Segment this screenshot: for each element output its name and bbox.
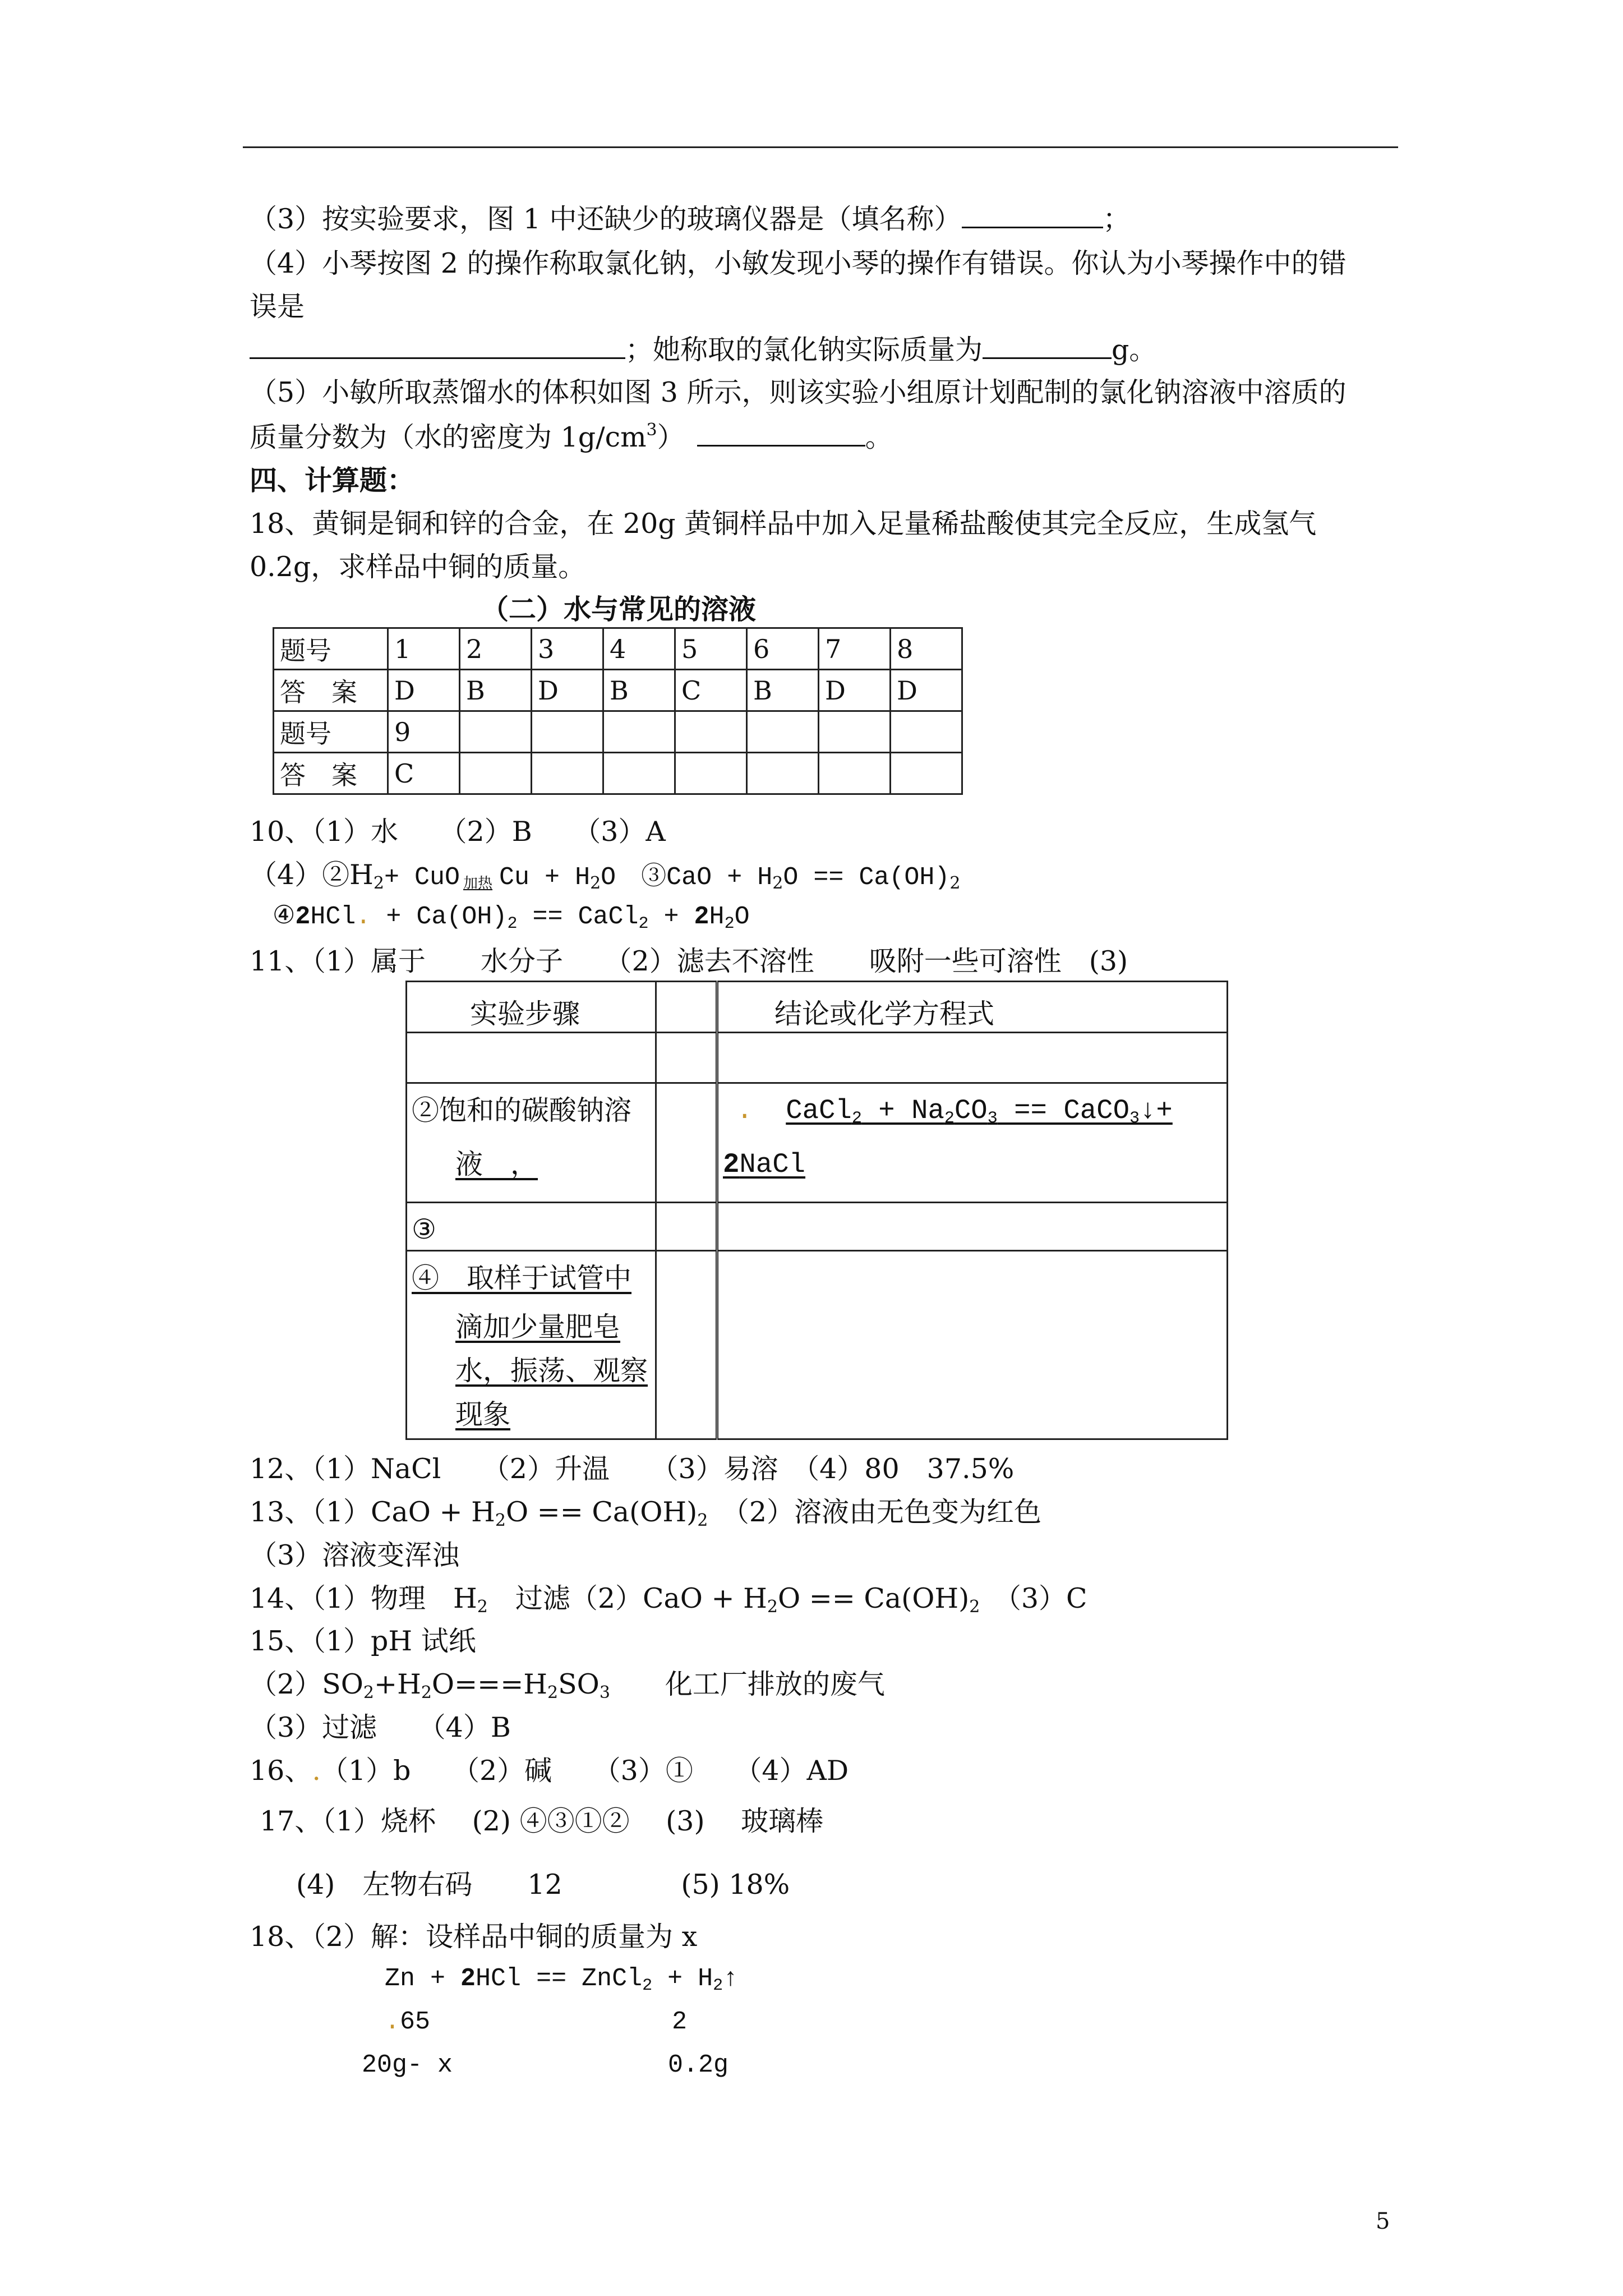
question-3: （3）按实验要求，图 1 中还缺少的玻璃仪器是（填名称） ； [250, 203, 1131, 235]
table-row [407, 1033, 1228, 1083]
answer-12: 12、（1）NaCl （2）升温 （3）易溶 （4）80 37.5% [250, 1453, 1015, 1485]
answer-blank [962, 204, 1103, 228]
answer-18-ratio-top: .65 [385, 2008, 431, 2036]
answer-15-line1: 15、（1）pH 试纸 [250, 1625, 476, 1657]
table-row: 题号 9 [274, 711, 962, 753]
stray-dot: . [356, 903, 371, 931]
table-row [407, 982, 1228, 1033]
answer-11-line: 11、（1）属于 水分子 （2）滤去不溶性 吸附一些可溶性 (3) [250, 945, 1128, 977]
answer-17-line2: (4) 左物右码 12 (5) 18% [296, 1869, 790, 1901]
table-row: ④ 取样于试管中 滴加少量肥皂 水，振荡、观察 现象 [407, 1251, 1228, 1439]
answer-blank [250, 335, 625, 359]
answer-16: 16、.（1）b （2）碱 （3）① （4）AD [250, 1755, 849, 1787]
table-row: ③ [407, 1203, 1228, 1251]
table-row: 答 案 C [274, 753, 962, 794]
page-number: 5 [1376, 2208, 1390, 2234]
answer-13-line1: 13、$(1)CaO + H_2O == Ca(OH)_2$ （2）溶液由无色变为红色 [250, 1496, 1041, 1530]
question-4-line2: 误是 [250, 291, 305, 323]
answer-10-line3: ④2HCl. + $Ca(OH)_2$ == CaCl$_2$ + $2H_2O$ [273, 903, 750, 933]
answer-15-line2: $(2)SO_2+H_2O===H_2SO_3$ 化工厂排放的废气 [250, 1668, 885, 1703]
answer-blank [697, 422, 865, 447]
question-3-text: （3）按实验要求，图 1 中还缺少的玻璃仪器是（填名称） [250, 203, 962, 235]
question-4-line3: ；她称取的氯化钠实际质量为 g。 [250, 335, 1156, 364]
answer-18-ratio-bottom-right: 0.2g [668, 2051, 729, 2079]
answer-18-equation: Zn + 2HCl == ZnCl$_2$ + $H_2↑$ [385, 1964, 739, 1995]
answer-13-line2: （3）溶液变浑浊 [250, 1539, 460, 1571]
answers-title: （二）水与常见的溶液 [481, 593, 757, 625]
column-header-steps: 实验步骤 [407, 982, 656, 1033]
answer-10-line2: $(4)②H_2+$ CuO 加热 $Cu + H_2O$ ③CaO + $H_2O == Ca(OH)_2$ [250, 859, 961, 893]
answer-10-line1: 10、（1）水 （2）B （3）A [250, 816, 666, 848]
answer-table [273, 627, 963, 795]
header-rule [243, 146, 1398, 148]
question-4-line1: （4）小琴按图 2 的操作称取氯化钠，小敏发现小琴的操作有错误。你认为小琴操作中的错 [250, 247, 1347, 279]
answer-18-ratio-top-right: 2 [672, 2008, 688, 2036]
table-row: 答 案 D B D B C B D D [274, 670, 962, 711]
experiment-table [405, 981, 1228, 1440]
answer-blank [983, 335, 1112, 359]
answer-14: 14、（1）物理 $H_2$ 过滤$(2)CaO + H_2O == Ca(OH)_2$ （3）C [250, 1582, 1087, 1617]
question-5-line2: 质量分数为（水的密度为 $1g/cm^3$） 。 [250, 420, 893, 453]
heating-condition: 加热 [463, 875, 493, 892]
question-18-line1: 18、黄铜是铜和锌的合金，在 20g 黄铜样品中加入足量稀盐酸使其完全反应，生成氢气 [250, 508, 1317, 540]
answer-18-line1: 18、（2）解：设样品中铜的质量为 x [250, 1921, 698, 1953]
question-18-line2: 0.2g，求样品中铜的质量。 [250, 551, 586, 583]
section-heading: 四、计算题： [250, 464, 415, 496]
answer-15-line3: （3）过滤 （4）B [250, 1711, 511, 1743]
answer-18-ratio-bottom: 20g- x [362, 2051, 453, 2079]
table-row: 题号 1 2 3 4 5 6 7 8 [274, 628, 962, 670]
table-row: ②饱和的碳酸钠溶 液 ， . CaCl$_2$ + $Na_2CO_3$ == CaCO$_3$↓+ 2NaCl [407, 1083, 1228, 1203]
question-5-line1: （5）小敏所取蒸馏水的体积如图 3 所示，则该实验小组原计划配制的氯化钠溶液中溶质的 [250, 376, 1347, 408]
column-header-conclusion: 结论或化学方程式 [717, 982, 1228, 1033]
answer-17-line1: 17、（1）烧杯 (2) ④③①② (3) 玻璃棒 [260, 1805, 824, 1837]
